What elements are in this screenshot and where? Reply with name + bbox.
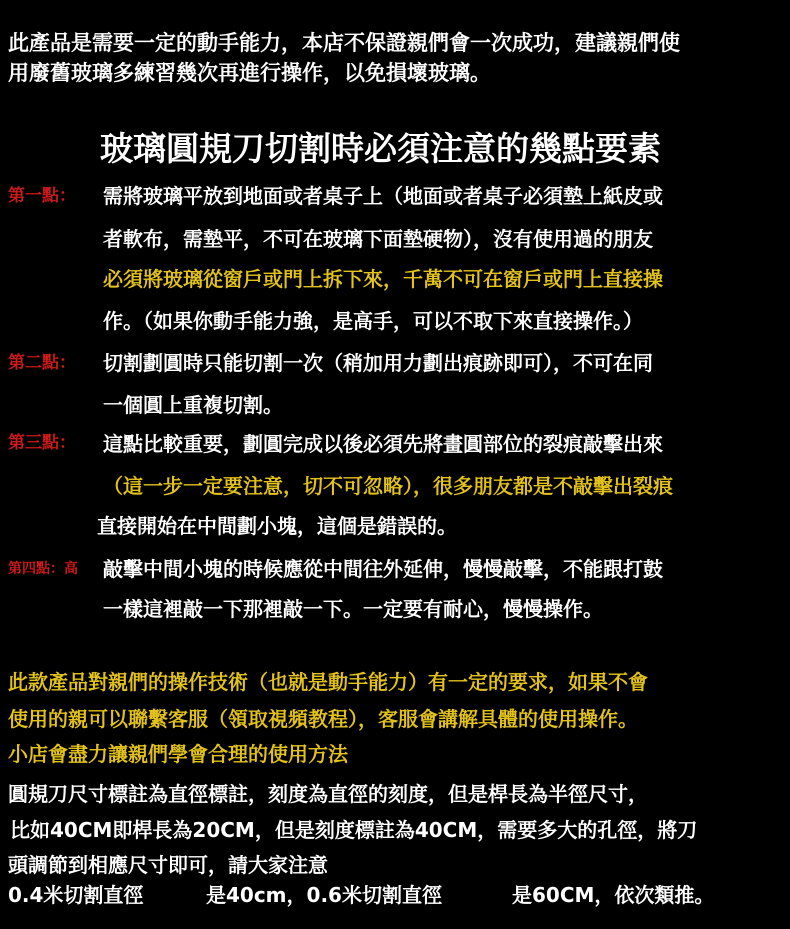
point-3-label: 第三點： [8,433,76,453]
notice-white-line-3: 頭調節到相應尺寸即可，請大家注意 [8,853,328,877]
point-1-line-4: 作。（如果你動手能力強，是高手，可以不取下來直接操作。） [103,309,643,333]
point-2-line-1: 切割劃圓時只能切割一次（稍加用力劃出痕跡即可），不可在同 [103,351,653,375]
example-part-b: 是40cm，0.6米切割直徑 [206,883,442,907]
notice-yellow-line-2: 使用的親可以聯繫客服（領取視頻教程），客服會講解具體的使用操作。 [8,707,638,731]
point-1-label: 第一點： [8,186,76,206]
point-1-line-3: 必須將玻璃從窗戶或門上拆下來，千萬不可在窗戶或門上直接操 [103,267,663,291]
point-4-line-1: 敲擊中間小塊的時候應從中間往外延伸，慢慢敲擊，不能跟打鼓 [103,557,663,581]
notice-white-line-2: 比如40CM即桿長為20CM，但是刻度標註為40CM，需要多大的孔徑，將刀 [10,818,698,842]
point-4-line-2: 一樣這裡敲一下那裡敲一下。一定要有耐心，慢慢操作。 [103,597,603,621]
notice-yellow-line-1: 此款產品對親們的操作技術（也就是動手能力）有一定的要求，如果不會 [8,670,648,694]
point-1-line-1: 需將玻璃平放到地面或者桌子上（地面或者桌子必須墊上紙皮或 [103,184,663,208]
notice-yellow-line-3: 小店會盡力讓親們學會合理的使用方法 [8,742,348,766]
intro-line-2: 用廢舊玻璃多練習幾次再進行操作，以免損壞玻璃。 [8,61,491,85]
point-3-line-3: 直接開始在中間劃小塊，這個是錯誤的。 [97,514,457,538]
point-1-line-2: 者軟布，需墊平，不可在玻璃下面墊硬物），沒有使用過的朋友 [103,227,653,251]
intro-line-1: 此產品是需要一定的動手能力，本店不保證親們會一次成功，建議親們使 [8,31,680,55]
point-2-line-2: 一個圓上重複切割。 [103,393,283,417]
point-3-line-2: （這一步一定要注意，切不可忽略），很多朋友都是不敲擊出裂痕 [103,474,673,498]
point-3-line-1: 這點比較重要，劃圓完成以後必須先將畫圓部位的裂痕敲擊出來 [103,432,663,456]
point-2-label: 第二點： [8,353,76,373]
page-title: 玻璃圓規刀切割時必須注意的幾點要素 [100,129,661,168]
example-part-a: 0.4米切割直徑 [8,883,144,907]
example-part-c: 是60CM，依次類推。 [512,883,715,907]
notice-white-line-1: 圓規刀尺寸標註為直徑標註，刻度為直徑的刻度，但是桿長為半徑尺寸， [8,782,648,806]
point-4-label: 第四點：高 [8,561,78,577]
